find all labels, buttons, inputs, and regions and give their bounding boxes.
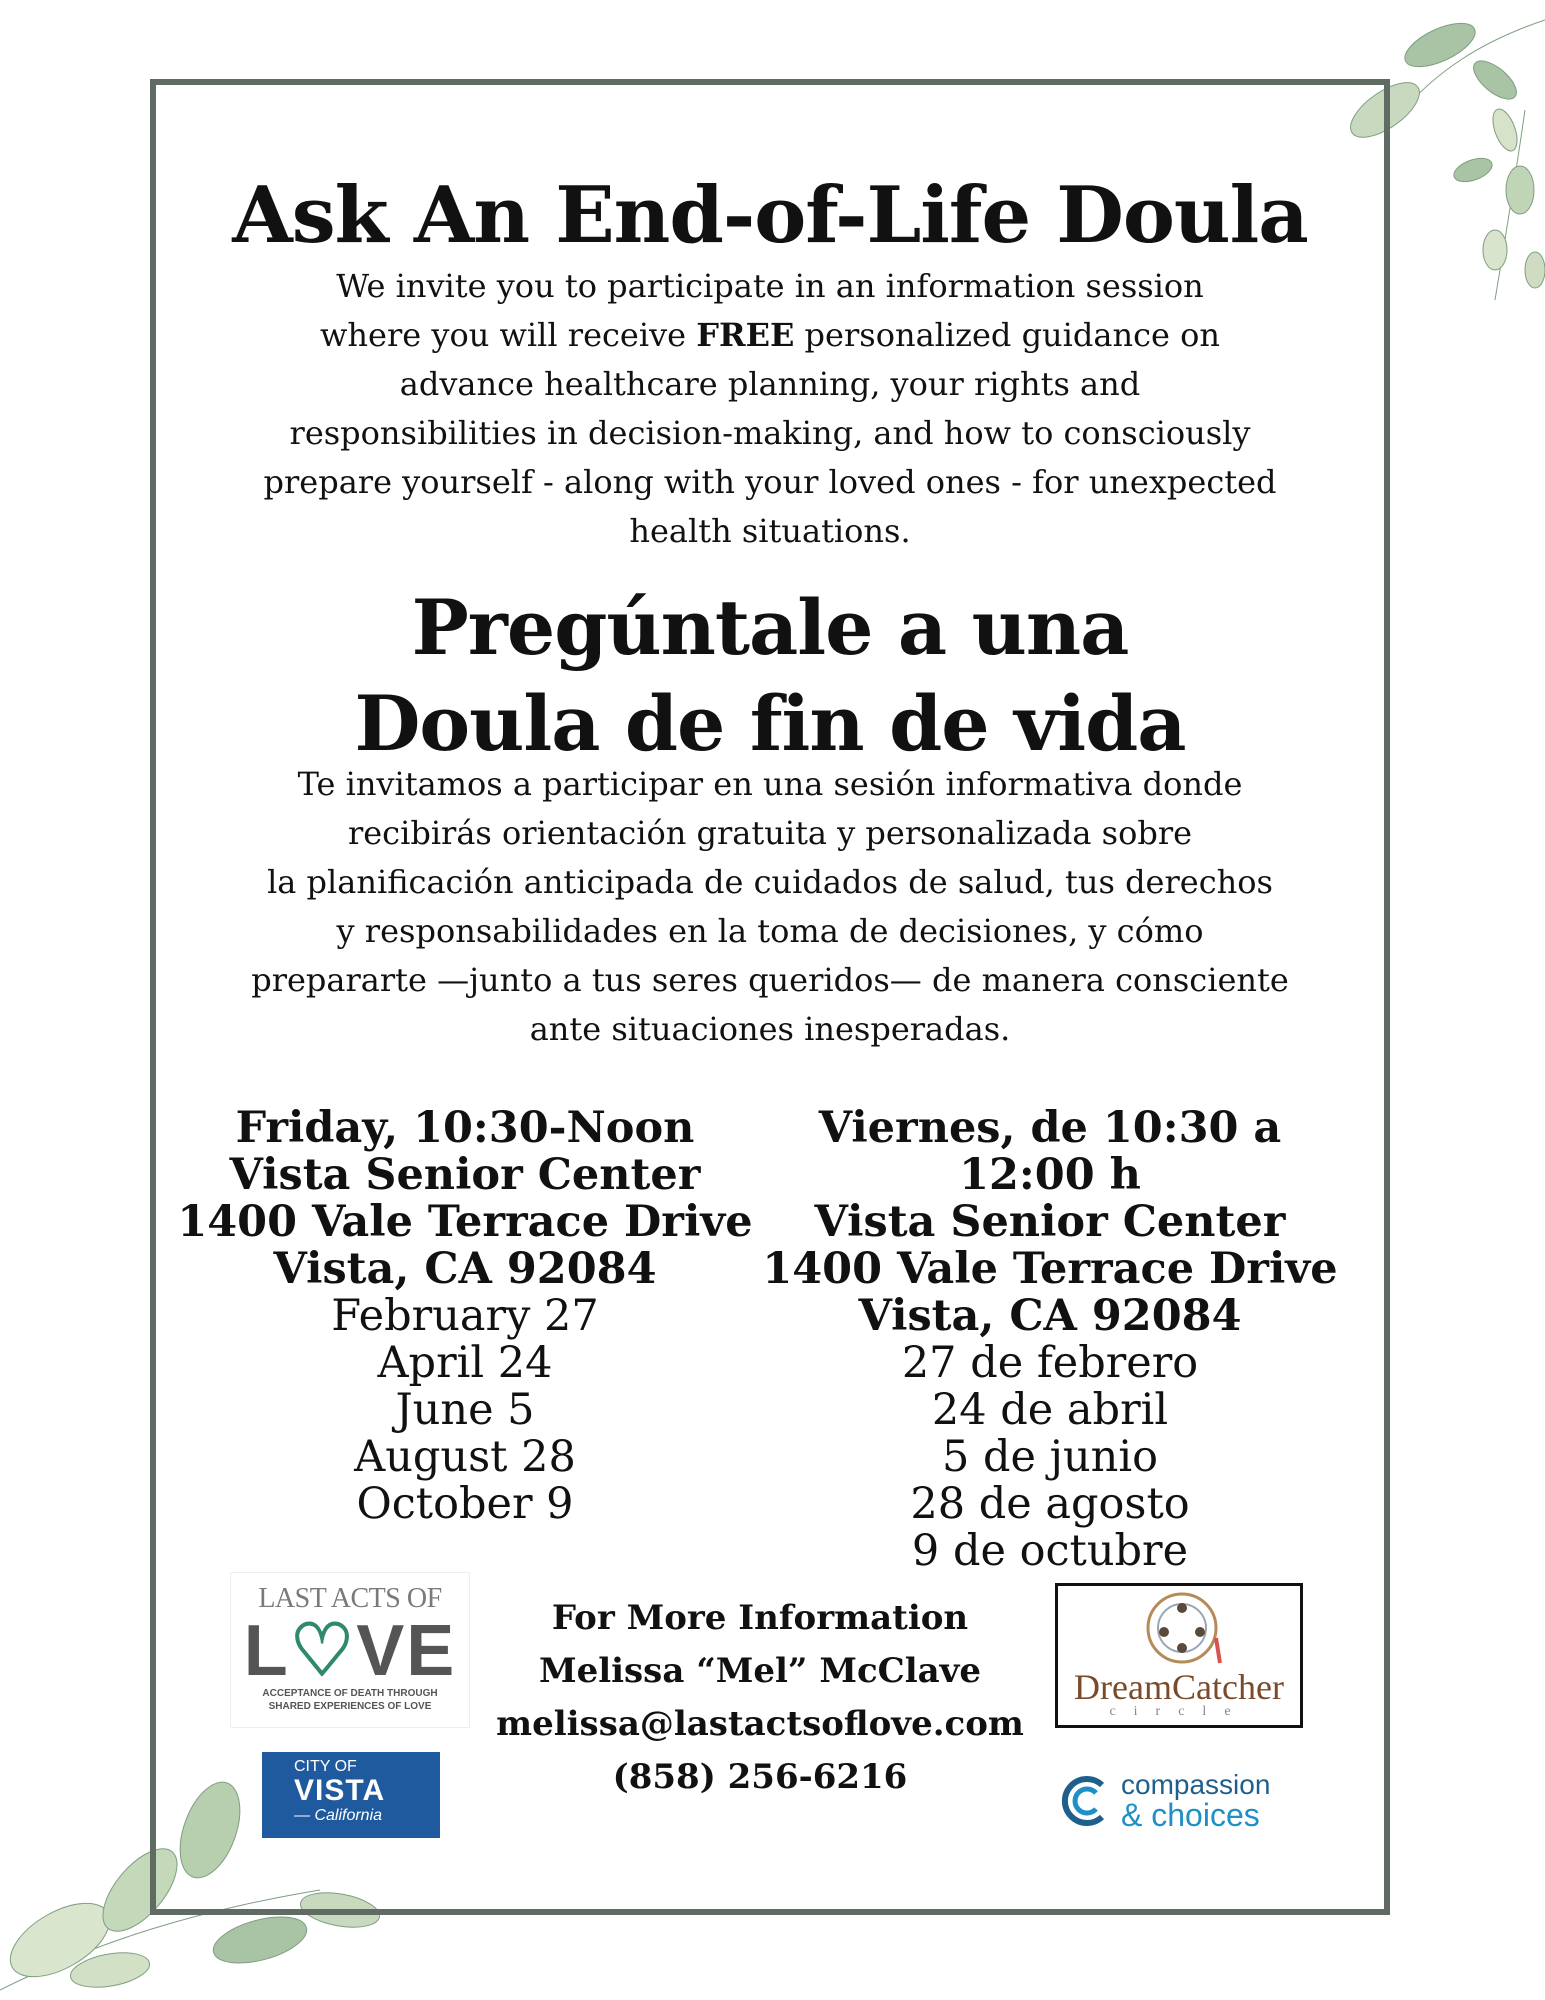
schedule-date: June 5: [395, 1385, 535, 1435]
schedule-date: October 9: [356, 1479, 574, 1529]
schedule-time: Friday, 10:30-Noon: [235, 1103, 695, 1153]
intro-en-line: We invite you to participate in an information session: [336, 267, 1204, 305]
schedule-venue: Vista Senior Center: [814, 1197, 1286, 1247]
compassion-c-icon: [1058, 1773, 1114, 1829]
schedule-date: 27 de febrero: [901, 1338, 1199, 1388]
contact-info: [480, 1592, 1040, 1804]
intro-en-line: prepare yourself - along with your loved ones - for unexpected: [263, 463, 1277, 501]
intro-en-line: where you will receive FREE personalized guidance on: [320, 316, 1220, 354]
contact-name: Melissa “Mel” McClave: [538, 1651, 982, 1691]
title-english: Ask An End-of-Life Doula: [232, 170, 1308, 261]
intro-spanish: [150, 760, 1390, 1054]
schedule-street: 1400 Vale Terrace Drive: [762, 1244, 1338, 1294]
schedule-venue: Vista Senior Center: [229, 1150, 701, 1200]
intro-en-line: advance healthcare planning, your rights and: [399, 365, 1141, 403]
schedule-city: Vista, CA 92084: [858, 1291, 1242, 1341]
contact-heading: For More Information: [551, 1598, 969, 1638]
intro-es-line: y responsabilidades en la toma de decisiones, y cómo: [336, 912, 1204, 950]
dreamcatcher-icon: [1142, 1588, 1222, 1668]
free-emphasis: FREE: [696, 316, 795, 354]
dreamcatcher-circle-logo: DreamCatcher circle: [1055, 1583, 1303, 1728]
schedule-date: 9 de octubre: [911, 1526, 1189, 1576]
schedule-time: Viernes, de 10:30 a 12:00 h: [818, 1103, 1282, 1200]
schedule-english: [175, 1105, 755, 1528]
intro-es-line: Te invitamos a participar en una sesión informativa donde: [297, 765, 1243, 803]
title-es-line: Pregúntale a una: [411, 583, 1129, 672]
schedule-date: April 24: [377, 1338, 553, 1388]
last-acts-of-love-logo: LAST ACTS OF L♡VE ACCEPTANCE OF DEATH THROUGH SHARED EXPERIENCES OF LOVE: [230, 1572, 470, 1728]
intro-es-line: la planificación anticipada de cuidados de salud, tus derechos: [267, 863, 1273, 901]
intro-es-line: recibirás orientación gratuita y personalizada sobre: [347, 814, 1193, 852]
schedule-city: Vista, CA 92084: [273, 1244, 657, 1294]
intro-english: [150, 262, 1390, 556]
schedule-date: 28 de agosto: [910, 1479, 1190, 1529]
schedule-date: 24 de abril: [931, 1385, 1169, 1435]
title-spanish: [150, 580, 1390, 772]
schedule-date: February 27: [331, 1291, 599, 1341]
contact-phone[interactable]: (858) 256-6216: [612, 1757, 908, 1797]
compassion-choices-logo: compassion & choices: [1058, 1765, 1298, 1835]
intro-es-line: prepararte —junto a tus seres queridos— de manera consciente: [251, 961, 1289, 999]
contact-email[interactable]: melissa@lastactsoflove.com: [496, 1704, 1024, 1744]
intro-en-line: health situations.: [629, 512, 911, 550]
heart-icon: ♡: [289, 1611, 357, 1691]
city-of-vista-logo: CITY OF VISTA — California: [262, 1752, 440, 1838]
intro-es-line: ante situaciones inesperadas.: [529, 1010, 1011, 1048]
intro-en-line: responsibilities in decision-making, and how to consciously: [289, 414, 1251, 452]
schedule-date: August 28: [354, 1432, 576, 1482]
title-es-line: Doula de fin de vida: [354, 679, 1186, 768]
schedule-street: 1400 Vale Terrace Drive: [177, 1197, 753, 1247]
schedule-spanish: [760, 1105, 1340, 1575]
schedule-date: 5 de junio: [941, 1432, 1159, 1482]
